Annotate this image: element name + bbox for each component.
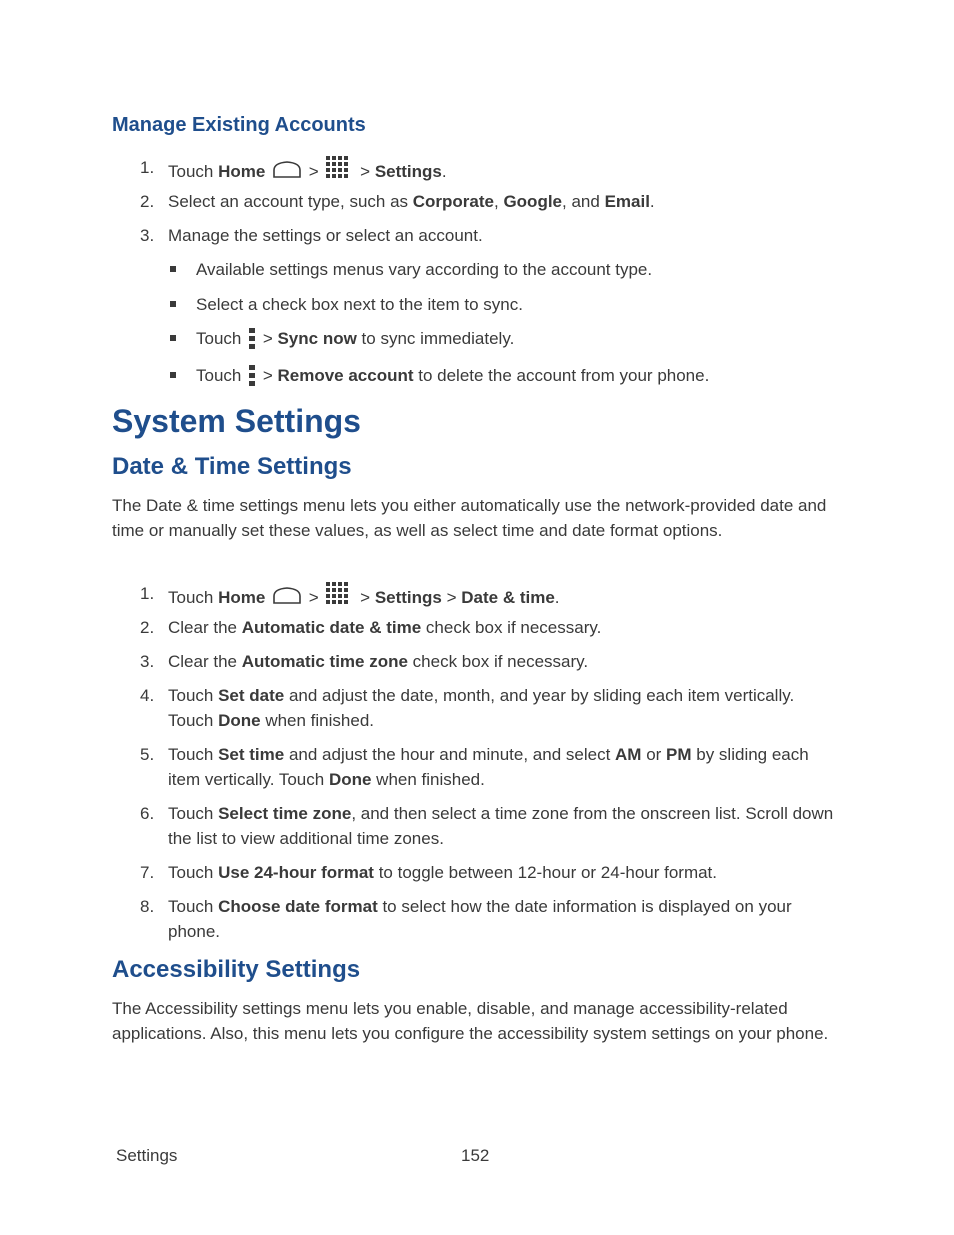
heading-system-settings: System Settings — [112, 403, 361, 439]
home-icon — [272, 586, 302, 606]
home-icon — [272, 160, 302, 180]
bullet-marker — [170, 335, 176, 341]
bullet-marker — [170, 266, 176, 272]
apps-icon — [325, 581, 353, 605]
menu-icon — [248, 364, 256, 388]
menu-icon — [248, 327, 256, 351]
footer-page-number: 152 — [461, 1146, 490, 1165]
paragraph-accessibility-intro: The Accessibility settings menu lets you enable, disable, and manage accessibility-related applications. Also, this menu lets you configure the accessibility system settings on your phone. — [112, 999, 829, 1043]
bullet-marker — [170, 372, 176, 378]
heading-accessibility-settings: Accessibility Settings — [112, 956, 361, 983]
bullet-marker — [170, 301, 176, 307]
footer-section-name: Settings — [116, 1146, 178, 1165]
heading-manage-existing-accounts: Manage Existing Accounts — [112, 114, 366, 136]
apps-icon — [325, 155, 353, 179]
document-page: Manage Existing Accounts 1. Touch Home > > Settings. 2. Select an account type, such as Corporate, Google, and Email. 3. Manage the settings or select an account. Available settings menus vary according to the account type. Select a check box next to the item to sync. Touch > Sync now to sync immediately. Touch > Remove account to delete the account from your phone. System Settings Date & Time Settings The Date & time settings menu lets you either automatically use the network-provided date and time or manually set these values, as well as select time and date format options. 1. Touch Home > > Settings > Date & time. 2. Clear the Automatic date & time check box if necessary. 3. Clear the Automatic time zone check box if necessary. 4. Touch Set date and adjust the date, month, and year by sliding each item vertically. Touch Done when finished. 5. Touch Set time and adjust the hour and minute, and select AM or PM by sliding each item vertically. Touch Done when finished. 6. Touch Select time zone, and then select a time zone from the onscreen list. Scroll down the list to view additional time zones. 7. Touch Use 24-hour format to toggle between 12-hour or 24-hour format. 8. Touch Choose date format to select how the date information is displayed on your phone. Accessibility Settings The Accessibility settings menu lets you enable, disable, and manage accessibility-related applications. Also, this menu lets you configure the accessibility system settings on your phone. Settings 152 — [0, 0, 954, 1235]
paragraph-date-time-intro: The Date & time settings menu lets you either automatically use the network-provided date and time or manually set these values, as well as select time and date format options. — [112, 496, 827, 540]
heading-date-time-settings: Date & Time Settings — [112, 453, 352, 480]
